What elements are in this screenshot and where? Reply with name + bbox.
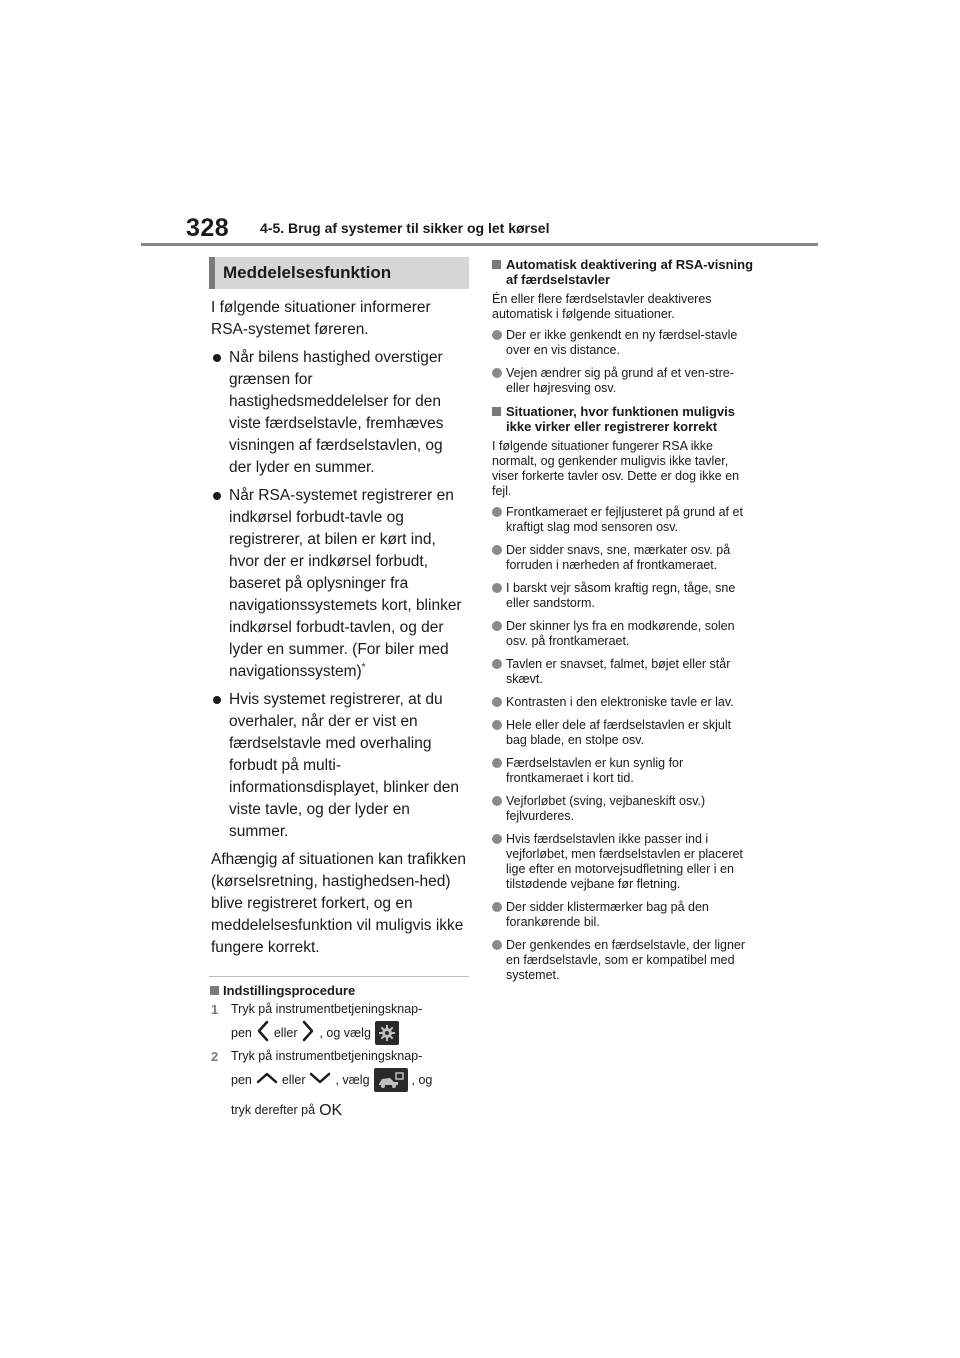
square-bullet-icon — [210, 986, 219, 995]
step-text: Tryk på instrumentbetjeningsknap- — [231, 1002, 423, 1016]
list-item — [492, 366, 754, 396]
list-item — [492, 756, 754, 786]
bullet-dot-icon — [492, 659, 502, 669]
list-item — [492, 695, 754, 710]
bullet-dot-icon — [492, 545, 502, 555]
list-item — [492, 328, 754, 358]
bullet-text: Der sidder klistermærker bag på den forankørende bil. — [506, 900, 709, 929]
square-bullet-icon — [492, 260, 501, 269]
step-text: , vælg — [335, 1072, 370, 1087]
list-item — [492, 718, 754, 748]
list-item — [492, 581, 754, 611]
list-item — [492, 543, 754, 573]
step-text: , og vælg — [319, 1025, 371, 1040]
bullet-text: Når bilens hastighed overstiger grænsen for hastighedsmeddelelser for den viste færdselstavle, fremhæves visningen af færdselstavlen, og der lyder en summer. — [229, 349, 444, 476]
bullet-dot-icon — [213, 354, 221, 362]
settings-heading — [209, 983, 469, 999]
bullet-dot-icon — [492, 583, 502, 593]
bullet-dot-icon — [492, 720, 502, 730]
chevron-down-icon — [309, 1071, 331, 1090]
bullet-dot-icon — [492, 940, 502, 950]
bullet-dot-icon — [492, 758, 502, 768]
list-item — [492, 505, 754, 535]
step-controls — [231, 1018, 469, 1048]
step-controls — [231, 1095, 469, 1125]
list-item — [492, 832, 754, 892]
bullet-dot-icon — [492, 834, 502, 844]
section-heading-text: Automatisk deaktivering af RSA-visning af færdselstavler — [506, 257, 754, 287]
section-heading — [492, 257, 754, 287]
section-heading: Meddelelsesfunktion — [209, 257, 469, 289]
step-text: eller — [281, 1072, 306, 1087]
left-column — [209, 257, 469, 1125]
bullet-dot-icon — [492, 368, 502, 378]
divider — [209, 976, 469, 977]
bullet-text: Frontkameraet er fejljusteret på grund af et kraftigt slag mod sensoren osv. — [506, 505, 743, 534]
bullet-dot-icon — [492, 796, 502, 806]
bullet-dot-icon — [213, 696, 221, 704]
step-2 — [209, 1048, 469, 1125]
bullet-text: I barskt vejr såsom kraftig regn, tåge, sne eller sandstorm. — [506, 581, 736, 610]
bullet-text: Vejforløbet (sving, vejbaneskift osv.) fejlvurderes. — [506, 794, 706, 823]
bullet-text: Der er ikke genkendt en ny færdsel-stavle over en vis distance. — [506, 328, 738, 357]
bullet-text: Når RSA-systemet registrerer en indkørsel forbudt-tavle og registrerer, at bilen er kørt ind, hvor der er indkørsel forbudt, baseret på oplysninger fra navigationssystemets kort, blinker indkørsel forbudt-tavlen, og der lyder en summer. (For biler med navigationssystem) — [229, 487, 462, 680]
step-text: pen — [231, 1025, 252, 1040]
square-bullet-icon — [492, 407, 501, 416]
header-title: 4-5. Brug af systemer til sikker og let kørsel — [260, 220, 550, 236]
step-text: , og — [411, 1072, 433, 1087]
step-number: 1 — [211, 1002, 219, 1017]
car-sign-icon — [374, 1068, 408, 1092]
step-text: pen — [231, 1072, 252, 1087]
section-heading — [492, 404, 754, 434]
chevron-right-icon — [301, 1020, 315, 1047]
intro-paragraph: I følgende situationer informerer RSA-systemet føreren. — [211, 299, 431, 338]
bullet-text: Der genkendes en færdselstavle, der ligner en færdselstavle, som er kompatibel med systemet. — [506, 938, 746, 982]
step-text: tryk derefter på — [231, 1102, 316, 1117]
bullet-dot-icon — [492, 507, 502, 517]
bullet-text: Færdselstavlen er kun synlig for frontkameraet i kort tid. — [506, 756, 684, 785]
list-item — [492, 938, 754, 983]
section-heading-text: Situationer, hvor funktionen muligvis ikke virker eller registrerer korrekt — [506, 404, 735, 434]
step-controls — [231, 1065, 469, 1095]
list-item — [492, 900, 754, 930]
chevron-left-icon — [256, 1020, 270, 1047]
list-item — [492, 619, 754, 649]
list-item — [211, 485, 469, 683]
step-1 — [209, 1001, 469, 1048]
bullet-dot-icon — [492, 330, 502, 340]
bullet-dot-icon — [492, 621, 502, 631]
right-column — [492, 257, 754, 991]
bullet-dot-icon — [213, 492, 221, 500]
chevron-up-icon — [256, 1071, 278, 1090]
closing-paragraph: Afhængig af situationen kan trafikken (kørselsretning, hastighedsen-hed) blive registreret forkert, og en meddelelsesfunktion vil muligvis ikke fungere korrekt. — [211, 851, 467, 956]
bullet-text: Hvis systemet registrerer, at du overhaler, når der er vist en færdselstavle med overhaling forbudt på multi-informationsdisplayet, blinker den viste tavle, og der lyder en summer. — [229, 691, 460, 840]
ok-button-label: OK — [319, 1101, 343, 1119]
list-item — [492, 657, 754, 687]
footnote-marker: * — [361, 661, 366, 673]
bullet-text: Hele eller dele af færdselstavlen er skjult bag blade, en stolpe osv. — [506, 718, 732, 747]
page-number: 328 — [186, 214, 230, 242]
list-item — [211, 689, 469, 843]
step-number: 2 — [211, 1049, 219, 1064]
bullet-text: Der sidder snavs, sne, mærkater osv. på forruden i nærheden af frontkameraet. — [506, 543, 731, 572]
bullet-dot-icon — [492, 697, 502, 707]
bullet-text: Hvis færdselstavlen ikke passer ind i vejforløbet, men færdselstavlen er placeret lige efter en motorvejsudfletning eller i en tilstødende vejbane før fletning. — [506, 832, 743, 891]
section-paragraph: I følgende situationer fungerer RSA ikke normalt, og genkender muligvis ikke tavler, viser forkerte tavler osv. Dette er dog ikke en fejl. — [492, 439, 740, 498]
step-text: eller — [273, 1025, 298, 1040]
bullet-dot-icon — [492, 902, 502, 912]
gear-icon — [375, 1021, 399, 1045]
bullet-text: Kontrasten i den elektroniske tavle er lav. — [506, 695, 734, 709]
header-rule — [141, 243, 818, 246]
list-item — [211, 347, 469, 479]
step-text: Tryk på instrumentbetjeningsknap- — [231, 1049, 423, 1063]
section-paragraph: Én eller flere færdselstavler deaktiveres automatisk i følgende situationer. — [492, 292, 712, 321]
bullet-text: Der skinner lys fra en modkørende, solen osv. på frontkameraet. — [506, 619, 735, 648]
list-item — [492, 794, 754, 824]
settings-heading-text: Indstillingsprocedure — [223, 983, 356, 998]
bullet-text: Vejen ændrer sig på grund af et ven-stre- eller højresving osv. — [506, 366, 734, 395]
bullet-text: Tavlen er snavset, falmet, bøjet eller står skævt. — [506, 657, 731, 686]
